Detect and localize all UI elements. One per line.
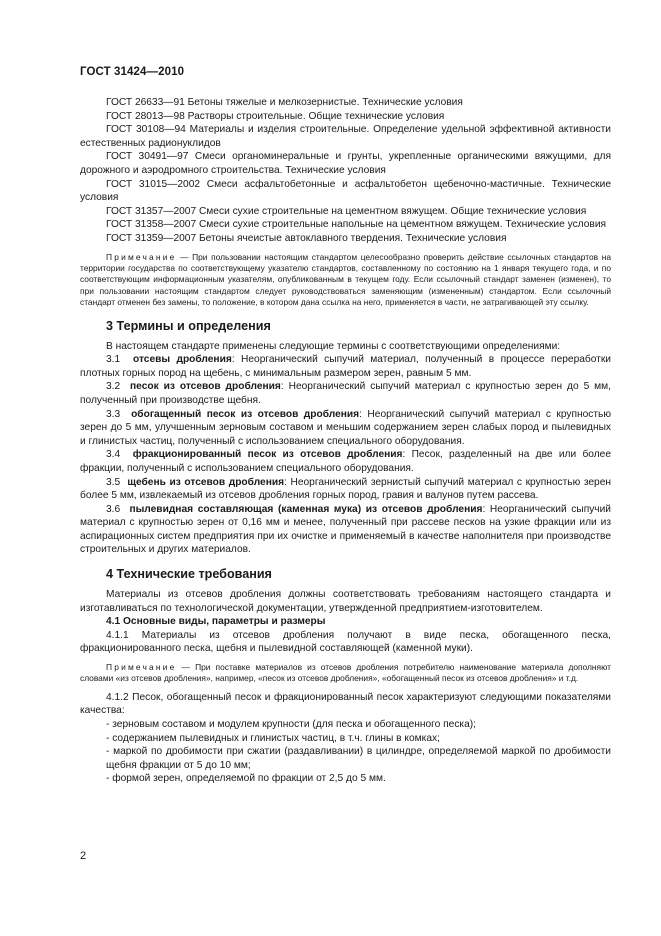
document-body <box>80 96 611 786</box>
note-naming <box>80 662 611 685</box>
term-name: песок из отсевов дробления <box>130 381 281 393</box>
note-label: Примечание <box>106 251 177 262</box>
term-definition: 3.4 фракционированный песок из отсевов дробления: Песок, разделенный на две или более фракции, полученный с использованием специального оборудования. <box>80 449 611 474</box>
term-definition: 3.6 пылевидная составляющая (каменная мука) из отсевов дробления: Неорганический сыпучий материал с крупностью зерен от 0,16 мм и менее, полученный при рассеве песков на узкие фракции или из аспирационных систем предприятия при их очистке и применяемый в качестве наполнителя при производстве строительных и других материалов. <box>80 503 611 556</box>
standard-ref: ГОСТ 31357—2007 Смеси сухие строительные на цементном вяжущем. Общие технические условия <box>106 205 587 217</box>
term-name: отсевы дробления <box>132 354 232 366</box>
paragraph-4-1-1: 4.1.1 Материалы из отсевов дробления получают в виде песка, обогащенного песка, фракционированного песка, щебня и пылевидной составляющей (каменной муки). <box>80 629 611 655</box>
standard-ref: ГОСТ 28013—98 Растворы строительные. Общие технические условия <box>106 110 445 122</box>
subsection-4-1-heading: 4.1 Основные виды, параметры и размеры <box>106 616 326 628</box>
term-name: фракционированный песок из отсевов дробления <box>132 449 403 461</box>
term-definition: 3.2 песок из отсевов дробления: Неорганический сыпучий материал с крупностью зерен до 5 мм, полученный при производстве щебня. <box>80 381 611 406</box>
standards-list <box>80 96 611 246</box>
term-definition: 3.1 отсевы дробления: Неорганический сыпучий материал, полученный в процессе переработки плотных горных пород на щебень, с минимальным размером зерен, равным 5 мм. <box>80 354 611 379</box>
term-name: щебень из отсевов дробления <box>127 476 285 488</box>
note-text: — При поставке материалов из отсевов дробления потребителю наименование материала дополняют словами «из отсевов дробления», например, «песок из отсевов дробления», «обогащенный песок из отсевов дробления» и т.д. <box>80 662 612 684</box>
paragraph-4-1-2: 4.1.2 Песок, обогащенный песок и фракционированный песок характеризуют следующими показателями качества: <box>80 691 611 717</box>
standard-ref: ГОСТ 31359—2007 Бетоны ячеистые автоклавного твердения. Технические условия <box>106 232 507 244</box>
term-name: пылевидная составляющая (каменная мука) из отсевов дробления <box>129 503 483 515</box>
section-4-intro: Материалы из отсевов дробления должны соответствовать требованиям настоящего стандарта и изготавливаться по технологической документации, утвержденной предприятием-изготовителем. <box>80 589 611 614</box>
page-number: 2 <box>80 850 87 862</box>
list-item: - формой зерен, определяемой по фракции от 2,5 до 5 мм. <box>106 773 386 785</box>
standard-ref: ГОСТ 31358—2007 Смеси сухие строительные напольные на цементном вяжущем. Технические условия <box>106 219 607 231</box>
term-definition: 3.5 щебень из отсевов дробления: Неорганический зернистый сыпучий материал с крупностью зерен более 5 мм, извлекаемый из отсевов дробления горных пород, гравия и валунов путем рассева. <box>80 476 611 502</box>
standard-ref: ГОСТ 30108—94 Материалы и изделия строительные. Определение удельной эффективной активности естественных радионуклидов <box>80 124 611 149</box>
standard-ref: ГОСТ 31015—2002 Смеси асфальтобетонные и асфальтобетон щебеночно-мастичные. Технические условия <box>80 178 611 204</box>
section-3-intro: В настоящем стандарте применены следующие термины с соответствующими определениями: <box>106 340 561 352</box>
note-references <box>80 252 611 309</box>
note-label: Примечание <box>106 662 177 673</box>
section-4-heading: 4 Технические требования <box>106 567 272 582</box>
term-definition: 3.3 обогащенный песок из отсевов дробления: Неорганический сыпучий материал с крупностью зерен до 5 мм, улучшенным зерновым составом и меньшим содержанием зерен слабых пород и пылевидных и глинистых частиц, полученный с использованием специального оборудования. <box>80 408 611 447</box>
document-header: ГОСТ 31424—2010 <box>80 66 185 78</box>
standard-ref: ГОСТ 26633—91 Бетоны тяжелые и мелкозернистые. Технические условия <box>106 97 463 108</box>
note-text: — При пользовании настоящим стандартом целесообразно проверить действие ссылочных стандартов на территории государства по соответствующему указателю стандартов, составленному по состоянию на 1 января текущего года, и по соответствующим информационным указателям, опубликованным в текущем году. Если ссылочный стандарт заменен (изменен), то при пользовании настоящим стандартом следует руководствоваться заменяющим (измененным) стандартом. Если ссылочный стандарт отменен без замены, то положение, в котором дана ссылка на него, применяется в части, не затрагивающей эту ссылку. <box>80 251 611 308</box>
list-item: - содержанием пылевидных и глинистых частиц, в т.ч. глины в комках; <box>106 732 440 744</box>
standard-ref: ГОСТ 30491—97 Смеси органоминеральные и грунты, укрепленные органическими вяжущими, для дорожного и аэродромного строительства. Технические условия <box>80 151 611 176</box>
list-item: - маркой по дробимости при сжатии (раздавливании) в цилиндре, определяемой маркой по дробимости щебня фракции от 5 до 10 мм; <box>106 746 611 771</box>
list-item: - зерновым составом и модулем крупности (для песка и обогащенного песка); <box>106 719 476 731</box>
term-name: обогащенный песок из отсевов дробления <box>131 408 360 420</box>
section-3-heading: 3 Термины и определения <box>106 318 271 333</box>
